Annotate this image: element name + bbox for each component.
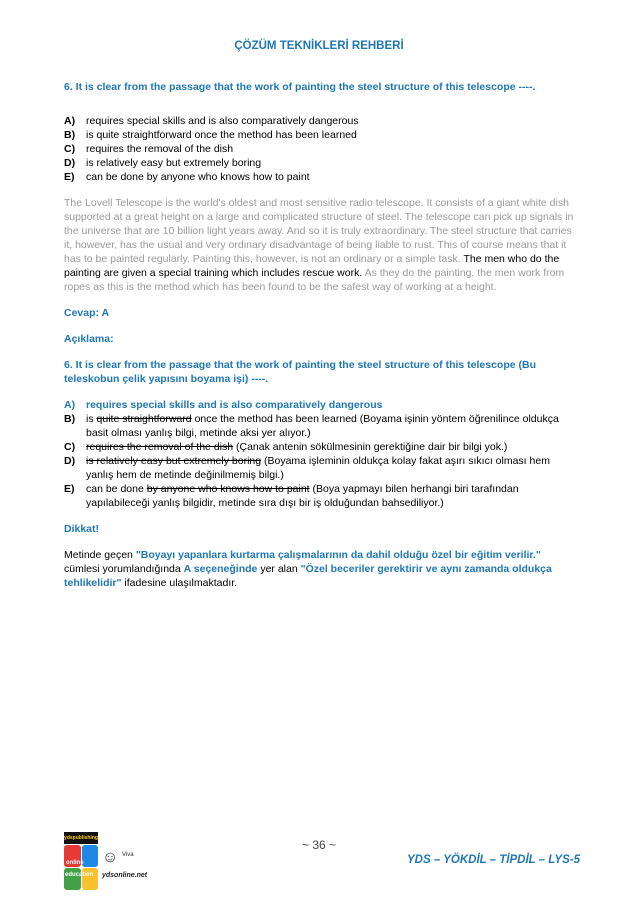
dikkat-text-2: cümlesi yorumlandığında <box>64 563 181 575</box>
logo-text-online: online <box>66 860 84 866</box>
option-text: requires the removal of the dish <box>86 143 234 155</box>
option-letter: D) <box>64 455 76 467</box>
answer-label: Cevap: A <box>64 307 110 319</box>
option-note: (Boyama işleminin oldukça kolay fakat aşırı sıkıcı olması hem yanlış hem de metinde değinilmemiş bilgi.) <box>86 455 550 481</box>
option-note: (Boya yapmayı bilen herhangi biri tarafından yapılabileceği yanlış bilgidir, metinde sıra dışı bir iş olduğundan bahsediliyor.) <box>86 483 519 509</box>
logo-publisher-name: ydspublishing <box>64 832 98 844</box>
logo-url: ydsonline.net <box>102 872 148 879</box>
explanation-label: Açıklama: <box>64 333 114 345</box>
explanation-options <box>64 398 576 510</box>
logo-mark-text: Viva <box>122 852 134 858</box>
content-area <box>64 80 576 601</box>
option-text <box>86 454 576 482</box>
option-letter: B) <box>64 413 76 425</box>
dikkat-text-3: yer alan <box>260 563 298 575</box>
logo-text-education: education <box>65 872 94 878</box>
option-letter: C) <box>64 143 76 155</box>
explanation-question: 6. It is clear from the passage that the work of painting the steel structure of this telescope (Bu teleskobun çelik yapısını boyama işi) ----. <box>64 359 537 385</box>
struck-text: by anyone who knows how to paint <box>146 483 310 495</box>
dikkat-label: Dikkat! <box>64 523 100 535</box>
dikkat-text-4: ifadesine ulaşılmaktadır. <box>124 577 238 589</box>
option-text: requires special skills and is also comparatively dangerous <box>86 115 359 127</box>
struck-text: is relatively easy but extremely boring <box>86 455 262 467</box>
option-letter: E) <box>64 483 75 495</box>
dikkat-text-1: Metinde geçen <box>64 549 133 561</box>
option-d <box>64 156 576 170</box>
option-text: requires special skills and is also comparatively dangerous <box>86 399 383 411</box>
dikkat-text <box>64 548 576 590</box>
explanation-option-a <box>64 398 576 412</box>
option-letter: A) <box>64 115 76 127</box>
option-text <box>86 412 576 440</box>
option-letter: C) <box>64 441 76 453</box>
explanation-option-e <box>64 482 576 510</box>
explanation-option-c <box>64 440 576 454</box>
option-text <box>86 440 576 454</box>
option-pre: can be done <box>86 483 144 495</box>
option-letter: D) <box>64 157 76 169</box>
option-letter: E) <box>64 171 75 183</box>
struck-text: requires the removal of the dish <box>86 441 234 453</box>
ydsonline-logo <box>102 848 152 886</box>
explanation-option-b <box>64 412 576 440</box>
option-note: (Çanak antenin sökülmesinin gerektiğine dair bir bilgi yok.) <box>236 441 508 453</box>
option-note: once the method has been learned (Boyama işinin yöntem öğrenilince oldukça basit olması yanlış bilgi, metinde aksi yer alıyor.) <box>86 413 559 439</box>
page-number: ~ 36 ~ <box>301 838 337 852</box>
question-text: 6. It is clear from the passage that the work of painting the steel structure of this telescope ----. <box>64 81 536 93</box>
passage-text: The Lovell Telescope is the world's oldest and most sensitive radio telescope. It consists of a giant white dish supported at a great height on a large and complicated structure of steel. The telescope can pick up signals in the universe that are 10 billion light years away. And so it is truly extraordinary. The steel structure that carries it, however, has the usual and very ordinary disadvantage of being liable to rust. This of course means that it has to be painted regularly. Painting this, however, is not an ordinary or a simple task. <box>64 197 574 265</box>
option-text: is quite straightforward once the method has been learned <box>86 129 357 141</box>
option-letter: A) <box>64 399 76 411</box>
option-a <box>64 114 576 128</box>
exam-series-label: YDS – YÖKDİL – TİPDİL – LYS-5 <box>407 854 580 866</box>
option-b <box>64 128 576 142</box>
reading-passage <box>64 196 576 294</box>
dikkat-quote-3: "Özel beceriler gerektirir ve aynı zamanda oldukça tehlikelidir" <box>64 563 552 589</box>
explanation-option-d <box>64 454 576 482</box>
dikkat-quote-2: A seçeneğinde <box>183 563 258 575</box>
passage-text-end: As they do the painting, the men work from ropes as this is the method which has been found to be the safest way of working at a height. <box>64 267 565 293</box>
option-text <box>86 482 576 510</box>
question-options <box>64 114 576 184</box>
option-c <box>64 142 576 156</box>
option-text: is relatively easy but extremely boring <box>86 157 262 169</box>
logo-figure-icon: ☺ <box>102 849 119 866</box>
dikkat-quote-1: "Boyayı yapanlara kurtarma çalışmalarının da dahil olduğu özel bir eğitim verilir." <box>135 549 541 561</box>
struck-text: quite straightforward <box>96 413 192 425</box>
option-pre: is <box>86 413 94 425</box>
passage-key-sentence: The men who do the painting are given a special training which includes rescue work. <box>64 253 560 279</box>
option-text: can be done by anyone who knows how to paint <box>86 171 310 183</box>
page-header-title: ÇÖZÜM TEKNİKLERİ REHBERİ <box>234 40 404 52</box>
option-e <box>64 170 576 184</box>
option-letter: B) <box>64 129 76 141</box>
